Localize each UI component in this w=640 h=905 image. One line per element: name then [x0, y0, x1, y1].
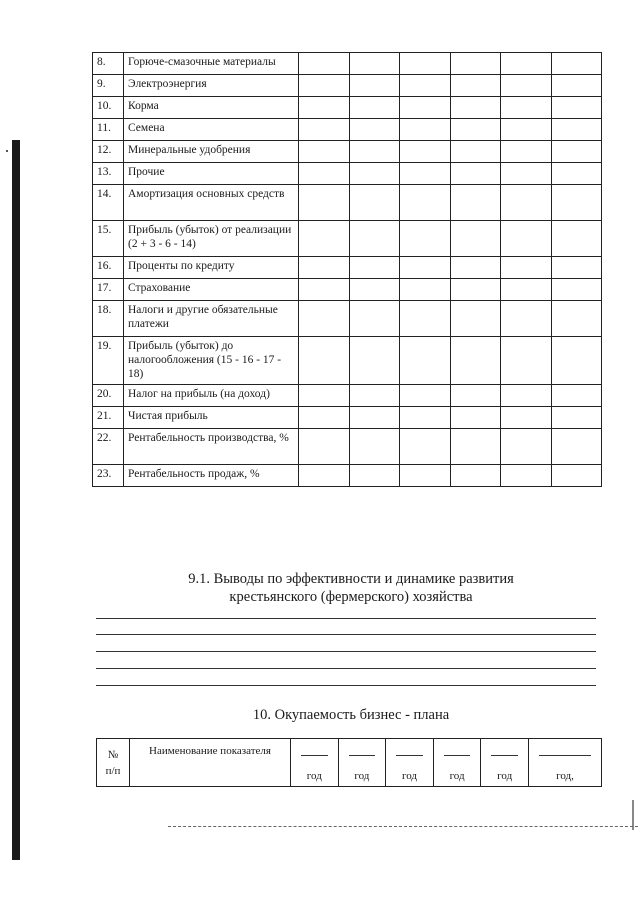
value-cell [501, 465, 552, 487]
value-cell [349, 279, 400, 301]
value-cell [400, 185, 451, 221]
value-cell [400, 257, 451, 279]
row-number: 12. [93, 141, 124, 163]
payback-table [96, 738, 602, 787]
col-number-header [97, 739, 130, 787]
row-indicator-name: Прибыль (убыток) до налогообложения (15 - 16 - 17 - 18) [124, 337, 299, 385]
row-indicator-name: Налоги и другие обязательные платежи [124, 301, 299, 337]
value-cell [400, 119, 451, 141]
value-cell [501, 185, 552, 221]
value-cell [501, 75, 552, 97]
year-label: год [306, 770, 322, 782]
table-row [93, 385, 602, 407]
value-cell [501, 119, 552, 141]
row-number: 17. [93, 279, 124, 301]
row-indicator-name: Электроэнергия [124, 75, 299, 97]
value-cell [450, 385, 501, 407]
value-cell [400, 75, 451, 97]
value-cell [299, 429, 350, 465]
value-cell [400, 407, 451, 429]
value-cell [349, 301, 400, 337]
value-cell [551, 163, 602, 185]
value-cell [450, 257, 501, 279]
payback-header-row [97, 739, 602, 787]
value-cell [551, 257, 602, 279]
value-cell [551, 185, 602, 221]
row-number: 11. [93, 119, 124, 141]
value-cell [400, 221, 451, 257]
table-row [93, 429, 602, 465]
value-cell [299, 279, 350, 301]
year-column-header [338, 739, 386, 787]
value-cell [299, 407, 350, 429]
financial-results-table [92, 52, 602, 487]
row-number: 21. [93, 407, 124, 429]
scan-margin-bar [12, 140, 20, 860]
table-row [93, 119, 602, 141]
value-cell [349, 465, 400, 487]
year-label: год [449, 770, 465, 782]
year-blank-line [539, 755, 591, 756]
value-cell [299, 53, 350, 75]
table-row [93, 221, 602, 257]
value-cell [299, 465, 350, 487]
value-cell [349, 185, 400, 221]
value-cell [349, 53, 400, 75]
value-cell [551, 465, 602, 487]
answer-line [96, 618, 596, 619]
row-number: 19. [93, 337, 124, 385]
table-row [93, 337, 602, 385]
section-9-1-title-line2: крестьянского (фермерского) хозяйства [229, 589, 473, 605]
value-cell [349, 221, 400, 257]
value-cell [400, 337, 451, 385]
year-column-header [433, 739, 481, 787]
financial-results-body [93, 53, 602, 487]
value-cell [299, 257, 350, 279]
value-cell [400, 385, 451, 407]
value-cell [501, 257, 552, 279]
table-row [93, 75, 602, 97]
value-cell [450, 141, 501, 163]
value-cell [299, 119, 350, 141]
value-cell [450, 75, 501, 97]
row-indicator-name: Минеральные удобрения [124, 141, 299, 163]
value-cell [551, 75, 602, 97]
value-cell [450, 301, 501, 337]
value-cell [400, 97, 451, 119]
row-number: 9. [93, 75, 124, 97]
row-indicator-name: Налог на прибыль (на доход) [124, 385, 299, 407]
value-cell [450, 407, 501, 429]
row-number: 23. [93, 465, 124, 487]
row-number: 8. [93, 53, 124, 75]
value-cell [400, 279, 451, 301]
year-column-header [386, 739, 434, 787]
value-cell [299, 337, 350, 385]
year-blank-line [301, 755, 328, 756]
value-cell [551, 385, 602, 407]
value-cell [501, 53, 552, 75]
value-cell [299, 301, 350, 337]
value-cell [551, 429, 602, 465]
row-number: 13. [93, 163, 124, 185]
value-cell [450, 119, 501, 141]
value-cell [349, 407, 400, 429]
year-label: год [354, 770, 370, 782]
row-indicator-name: Страхование [124, 279, 299, 301]
value-cell [551, 141, 602, 163]
row-indicator-name: Проценты по кредиту [124, 257, 299, 279]
row-number: 10. [93, 97, 124, 119]
value-cell [349, 385, 400, 407]
table-row [93, 97, 602, 119]
year-blank-line [444, 755, 471, 756]
table-row [93, 141, 602, 163]
table-row [93, 279, 602, 301]
row-number: 16. [93, 257, 124, 279]
col-number-symbol: № [107, 748, 119, 761]
section-10-title: 10. Окупаемость бизнес - плана [252, 707, 450, 723]
value-cell [349, 75, 400, 97]
row-number: 20. [93, 385, 124, 407]
value-cell [501, 407, 552, 429]
value-cell [400, 141, 451, 163]
value-cell [450, 465, 501, 487]
year-column-header [529, 739, 602, 787]
value-cell [400, 53, 451, 75]
value-cell [450, 221, 501, 257]
table-row [93, 407, 602, 429]
row-indicator-name: Горюче-смазочные материалы [124, 53, 299, 75]
value-cell [450, 163, 501, 185]
value-cell [551, 221, 602, 257]
value-cell [349, 257, 400, 279]
scan-speck [6, 150, 8, 152]
value-cell [501, 385, 552, 407]
table-row [93, 53, 602, 75]
value-cell [501, 337, 552, 385]
row-indicator-name: Рентабельность производства, % [124, 429, 299, 465]
answer-line [96, 668, 596, 669]
value-cell [551, 407, 602, 429]
value-cell [299, 97, 350, 119]
row-number: 18. [93, 301, 124, 337]
row-number: 22. [93, 429, 124, 465]
value-cell [501, 221, 552, 257]
value-cell [400, 429, 451, 465]
value-cell [450, 337, 501, 385]
section-9-1-title-line1: 9.1. Выводы по эффективности и динамике развития [188, 571, 514, 587]
row-indicator-name: Корма [124, 97, 299, 119]
value-cell [450, 279, 501, 301]
row-indicator-name: Прибыль (убыток) от реализации (2 + 3 - 6 - 14) [124, 221, 299, 257]
year-blank-line [491, 755, 518, 756]
value-cell [551, 53, 602, 75]
value-cell [450, 97, 501, 119]
year-label: год [401, 770, 417, 782]
value-cell [501, 141, 552, 163]
value-cell [551, 301, 602, 337]
answer-line [96, 651, 596, 652]
row-number: 15. [93, 221, 124, 257]
row-indicator-name: Амортизация основных средств [124, 185, 299, 221]
value-cell [299, 141, 350, 163]
year-column-header [481, 739, 529, 787]
row-indicator-name: Прочие [124, 163, 299, 185]
table-row [93, 185, 602, 221]
value-cell [400, 301, 451, 337]
value-cell [551, 97, 602, 119]
table-row [93, 301, 602, 337]
value-cell [299, 163, 350, 185]
table-row [93, 163, 602, 185]
value-cell [450, 185, 501, 221]
value-cell [450, 53, 501, 75]
year-label: год, [556, 770, 574, 782]
value-cell [299, 75, 350, 97]
table-row [93, 465, 602, 487]
table-row [93, 257, 602, 279]
row-indicator-name: Рентабельность продаж, % [124, 465, 299, 487]
year-blank-line [396, 755, 423, 756]
col-indicator-name-header: Наименование показателя [130, 739, 291, 787]
value-cell [349, 141, 400, 163]
col-number-abbr: п/п [105, 764, 121, 777]
row-number: 14. [93, 185, 124, 221]
value-cell [501, 429, 552, 465]
value-cell [551, 119, 602, 141]
value-cell [501, 279, 552, 301]
value-cell [450, 429, 501, 465]
value-cell [551, 337, 602, 385]
year-column-header [291, 739, 339, 787]
value-cell [299, 385, 350, 407]
value-cell [299, 185, 350, 221]
row-indicator-name: Чистая прибыль [124, 407, 299, 429]
year-blank-line [349, 755, 376, 756]
value-cell [501, 163, 552, 185]
row-indicator-name: Семена [124, 119, 299, 141]
value-cell [299, 221, 350, 257]
value-cell [400, 163, 451, 185]
answer-line [96, 634, 596, 635]
page-bottom-line [168, 826, 638, 827]
value-cell [349, 337, 400, 385]
value-cell [349, 429, 400, 465]
value-cell [349, 97, 400, 119]
value-cell [349, 119, 400, 141]
value-cell [400, 465, 451, 487]
value-cell [551, 279, 602, 301]
answer-line [96, 685, 596, 686]
value-cell [349, 163, 400, 185]
value-cell [501, 97, 552, 119]
year-label: год [497, 770, 513, 782]
value-cell [501, 301, 552, 337]
